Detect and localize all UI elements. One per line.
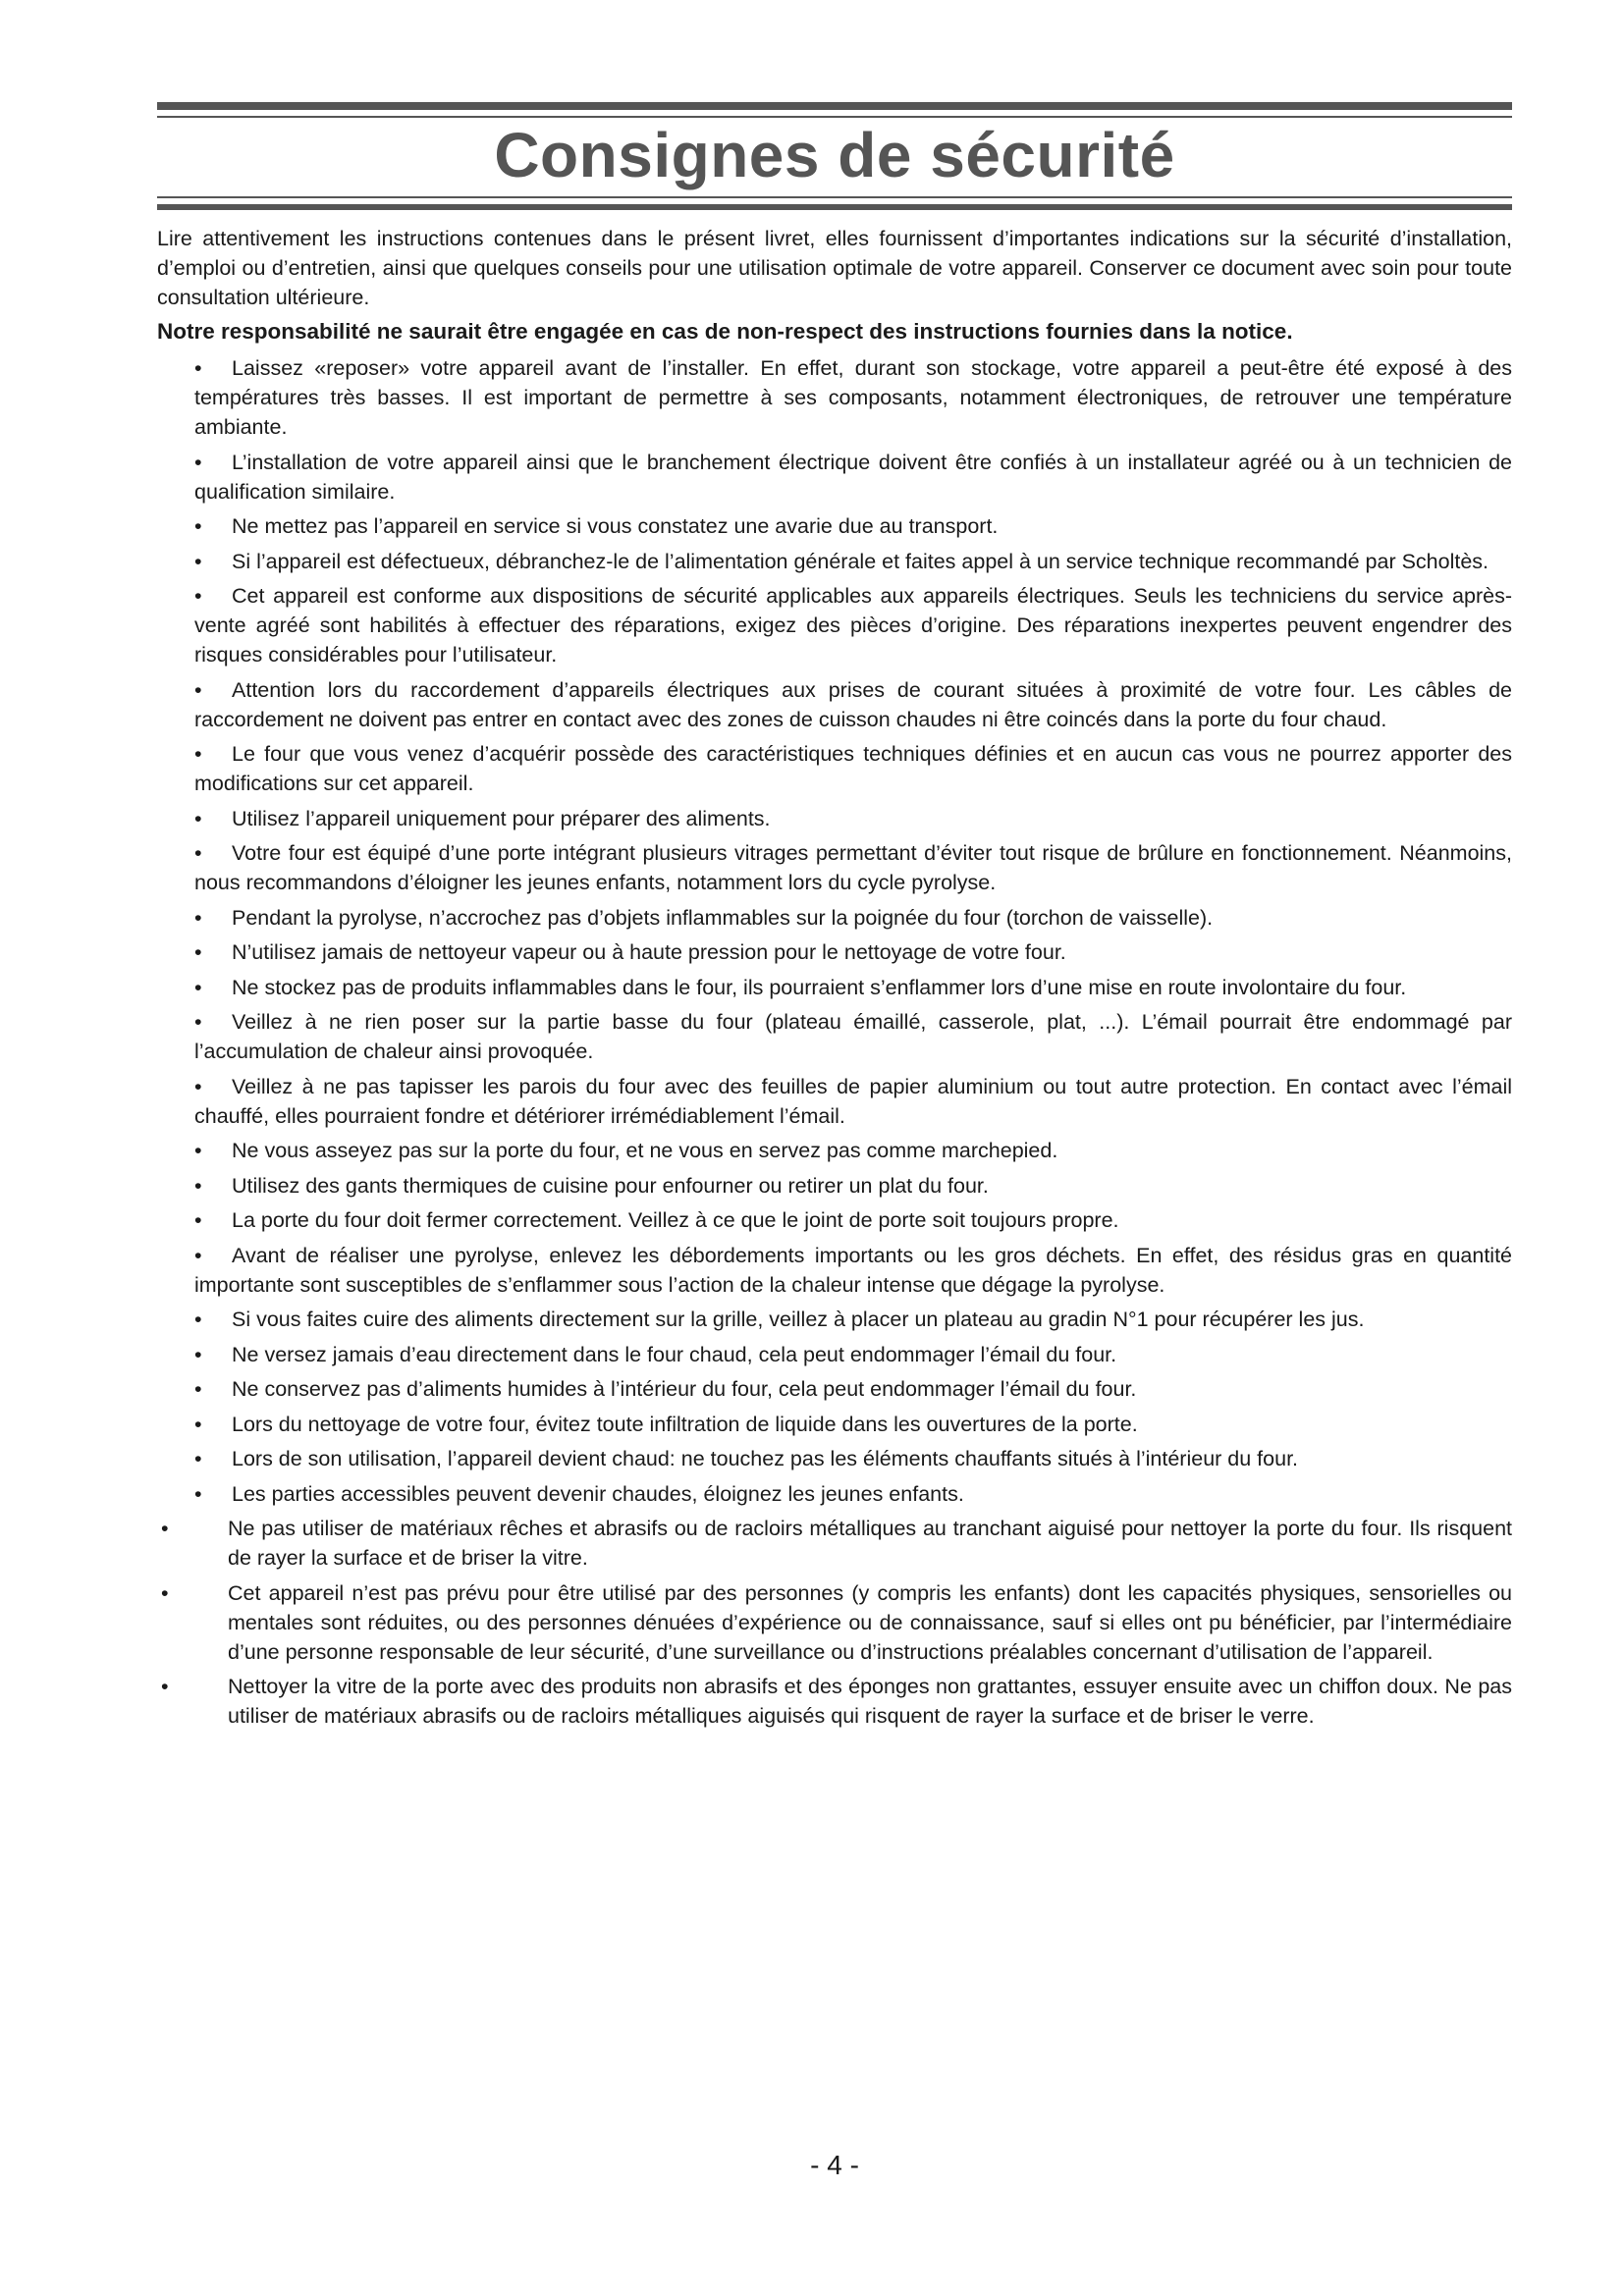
safety-instruction-item xyxy=(194,1444,1512,1473)
instruction-text: Ne versez jamais d’eau directement dans le four chaud, cela peut endommager l’émail du four. xyxy=(232,1342,1117,1366)
safety-instruction-item xyxy=(194,581,1512,669)
responsibility-note: Notre responsabilité ne saurait être engagée en cas de non-respect des instructions fournies dans la notice. xyxy=(157,319,1293,344)
instruction-text: Utilisez des gants thermiques de cuisine pour enfourner ou retirer un plat du four. xyxy=(232,1173,989,1198)
bullet-icon: • xyxy=(194,514,202,538)
bullet-icon: • xyxy=(194,1243,202,1267)
instruction-text: Ne vous asseyez pas sur la porte du four, et ne vous en servez pas comme marchepied. xyxy=(232,1139,1058,1162)
instruction-text: N’utilisez jamais de nettoyeur vapeur ou à haute pression pour le nettoyage de votre four. xyxy=(232,940,1066,964)
instruction-text: Le four que vous venez d’acquérir possède des caractéristiques techniques définies et en aucun cas vous ne pourrez apporter des modifications sur cet appareil. xyxy=(194,742,1512,795)
safety-instruction-item xyxy=(194,739,1512,798)
instruction-text: Cet appareil n’est pas prévu pour être utilisé par des personnes (y compris les enfants) dont les capacités physiques, sensorielles ou mentales sont réduites, ou des personnes dénuées d’expérience ou de connaissance, sauf si elles ont pu bénéficier, par l’intermédiaire d’une personne responsable de leur sécurité, d’une surveillance ou d’instructions préalables concernant d’utilisation de l’appareil. xyxy=(228,1580,1512,1664)
bullet-icon: • xyxy=(194,1447,202,1470)
instruction-text: Nettoyer la vitre de la porte avec des produits non abrasifs et des éponges non grattantes, essuyer ensuite avec un chiffon doux. Ne pas utiliser de matériaux abrasifs ou de racloirs métalliques aiguisés qui risquent de rayer la surface et de briser le verre. xyxy=(228,1675,1512,1728)
instruction-text: Lors de son utilisation, l’appareil devient chaud: ne touchez pas les éléments chauffants situés à l’intérieur du four. xyxy=(232,1447,1299,1470)
safety-instruction-item xyxy=(194,804,1512,833)
instruction-text: Si l’appareil est défectueux, débranchez-le de l’alimentation générale et faites appel à un service technique recommandé par Scholtès. xyxy=(232,549,1489,573)
instruction-text: L’installation de votre appareil ainsi que le branchement électrique doivent être confiés à un installateur agréé ou à un technicien de qualification similaire. xyxy=(194,450,1512,504)
bullet-icon: • xyxy=(161,1675,169,1698)
safety-instruction-item xyxy=(194,838,1512,897)
bullet-icon: • xyxy=(194,1412,202,1436)
bullet-icon: • xyxy=(161,1517,169,1540)
instruction-text: Ne stockez pas de produits inflammables dans le four, ils pourraient s’enflammer lors d’une mise en route involontaire du four. xyxy=(232,975,1407,999)
content-body xyxy=(157,224,1512,1736)
safety-instruction-item xyxy=(194,1205,1512,1235)
safety-instruction-item xyxy=(194,675,1512,734)
safety-instruction-item xyxy=(194,1479,1512,1509)
safety-instruction-item xyxy=(194,1410,1512,1439)
bullet-icon: • xyxy=(194,1377,202,1401)
bullet-icon: • xyxy=(194,1481,202,1506)
safety-instruction-item xyxy=(194,1171,1512,1201)
safety-instruction-item xyxy=(194,1305,1512,1334)
instruction-text: Pendant la pyrolyse, n’accrochez pas d’objets inflammables sur la poignée du four (torchon de vaisselle). xyxy=(232,905,1214,930)
instruction-text: Avant de réaliser une pyrolyse, enlevez les débordements importants ou les gros déchets. En effet, des résidus gras en quantité importante sont susceptibles de s’enflammer sous l’action de la chaleur intense que dégage la pyrolyse. xyxy=(194,1243,1512,1297)
bullet-icon: • xyxy=(194,1308,202,1331)
instruction-text: Veillez à ne pas tapisser les parois du four avec des feuilles de papier aluminium ou tout autre protection. En contact avec l’émail chauffé, elles pourraient fondre et détériorer irrémédiablement l’émail. xyxy=(194,1074,1512,1128)
intro-paragraph: Lire attentivement les instructions contenues dans le présent livret, elles fournissent d’importantes indications sur la sécurité d’installation, d’emploi ou d’entretien, ainsi que quelques conseils pour une utilisation optimale de votre appareil. Conserver ce document avec soin pour toute consultation ultérieure. xyxy=(157,227,1512,309)
safety-instruction-item xyxy=(194,353,1512,442)
instruction-text: Laissez «reposer» votre appareil avant de l’installer. En effet, durant son stockage, votre appareil a peut-être été exposé à des températures très basses. Il est important de permettre à ses composants, notamment électroniques, de retrouver une température ambiante. xyxy=(194,356,1512,439)
title-rule-top-thick xyxy=(157,102,1512,110)
bullet-icon: • xyxy=(194,1010,202,1034)
safety-instructions-list xyxy=(157,353,1512,1731)
title-rule-bottom-thick xyxy=(157,204,1512,210)
instruction-text: Ne conservez pas d’aliments humides à l’intérieur du four, cela peut endommager l’émail du four. xyxy=(232,1377,1137,1401)
safety-instruction-item xyxy=(194,1072,1512,1131)
instruction-text: Si vous faites cuire des aliments directement sur la grille, veillez à placer un plateau au gradin N°1 pour récupérer les jus. xyxy=(232,1308,1365,1331)
instruction-text: Lors du nettoyage de votre four, évitez toute infiltration de liquide dans les ouvertures de la porte. xyxy=(232,1412,1138,1436)
safety-instruction-item xyxy=(194,1007,1512,1066)
safety-instruction-item xyxy=(194,937,1512,967)
safety-instruction-item xyxy=(161,1578,1512,1667)
safety-instruction-item xyxy=(161,1672,1512,1731)
bullet-icon: • xyxy=(161,1580,169,1605)
instruction-text: La porte du four doit fermer correctement. Veillez à ce que le joint de porte soit toujours propre. xyxy=(232,1208,1119,1232)
safety-instruction-item xyxy=(194,511,1512,541)
bullet-icon: • xyxy=(194,806,202,830)
bullet-icon: • xyxy=(194,549,202,573)
safety-instruction-item xyxy=(194,1136,1512,1165)
safety-instruction-item xyxy=(194,547,1512,576)
bullet-icon: • xyxy=(194,940,202,964)
safety-instruction-item xyxy=(194,448,1512,507)
safety-instruction-item xyxy=(194,1241,1512,1300)
bullet-icon: • xyxy=(194,677,202,702)
bullet-icon: • xyxy=(194,356,202,380)
instruction-text: Attention lors du raccordement d’appareils électriques aux prises de courant situées à proximité de votre four. Les câbles de raccordement ne doivent pas entrer en contact avec des zones de cuisson chaudes ni être coincés dans la porte du four chaud. xyxy=(194,677,1512,731)
bullet-icon: • xyxy=(194,1173,202,1198)
instruction-text: Veillez à ne rien poser sur la partie basse du four (plateau émaillé, casserole, plat, ...). L’émail pourrait être endommagé par l’accumulation de chaleur ainsi provoquée. xyxy=(194,1010,1512,1063)
instruction-text: Ne mettez pas l’appareil en service si vous constatez une avarie due au transport. xyxy=(232,514,999,538)
instruction-text: Les parties accessibles peuvent devenir chaudes, éloignez les jeunes enfants. xyxy=(232,1481,964,1506)
page-title: Consignes de sécurité xyxy=(494,120,1175,190)
bullet-icon: • xyxy=(194,742,202,766)
document-page xyxy=(157,0,1512,2296)
instruction-text: Ne pas utiliser de matériaux rêches et abrasifs ou de racloirs métalliques au tranchant aiguisé pour nettoyer la porte du four. Ils risquent de rayer la surface et de briser la vitre. xyxy=(228,1517,1512,1570)
bullet-icon: • xyxy=(194,584,202,608)
page-number: - 4 - xyxy=(810,2150,859,2180)
bullet-icon: • xyxy=(194,975,202,999)
bullet-icon: • xyxy=(194,841,202,865)
safety-instruction-item xyxy=(194,1374,1512,1404)
safety-instruction-item xyxy=(194,903,1512,933)
instruction-text: Votre four est équipé d’une porte intégrant plusieurs vitrages permettant d’éviter tout risque de brûlure en fonctionnement. Néanmoins, nous recommandons d’éloigner les jeunes enfants, notamment lors du cycle pyrolyse. xyxy=(194,841,1512,894)
safety-instruction-item xyxy=(194,973,1512,1002)
bullet-icon: • xyxy=(194,1074,202,1098)
title-rule-bottom-thin xyxy=(157,196,1512,198)
bullet-icon: • xyxy=(194,1208,202,1232)
safety-instruction-item xyxy=(161,1514,1512,1573)
safety-instruction-item xyxy=(194,1340,1512,1369)
bullet-icon: • xyxy=(194,1342,202,1366)
instruction-text: Cet appareil est conforme aux dispositions de sécurité applicables aux appareils électriques. Seuls les techniciens du service après-vente agréé sont habilités à effectuer des réparations, exigez des pièces d’origine. Des réparations inexpertes peuvent engendrer des risques considérables pour l’utilisateur. xyxy=(194,584,1512,667)
bullet-icon: • xyxy=(194,450,202,474)
bullet-icon: • xyxy=(194,1139,202,1162)
instruction-text: Utilisez l’appareil uniquement pour préparer des aliments. xyxy=(232,806,771,830)
bullet-icon: • xyxy=(194,905,202,930)
